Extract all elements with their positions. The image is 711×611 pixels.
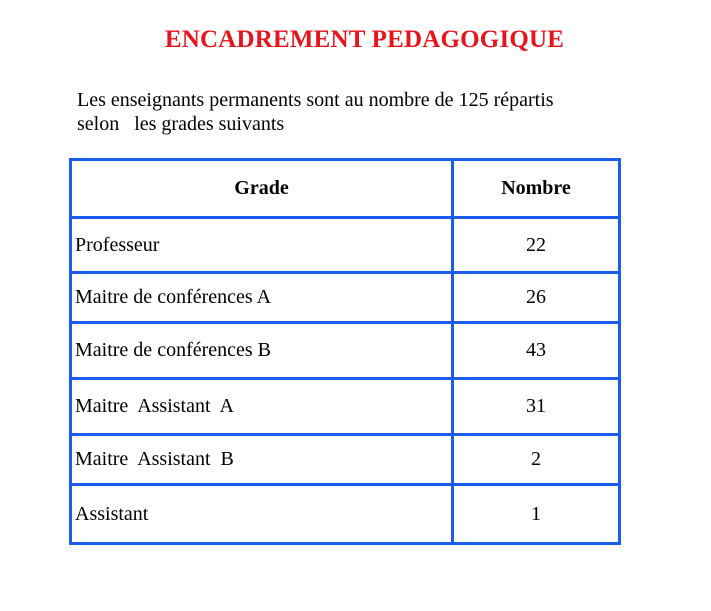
intro-line-1: Les enseignants permanents sont au nombre de 125 répartis [77, 89, 554, 111]
intro-line-2: selon les grades suivants [77, 113, 285, 135]
cell-grade: Maitre de conférences A [71, 273, 453, 323]
cell-grade: Maitre Assistant B [71, 435, 453, 485]
cell-grade: Assistant [71, 485, 453, 544]
cell-grade: Maitre de conférences B [71, 323, 453, 379]
cell-grade: Maitre Assistant A [71, 379, 453, 435]
page-title: ENCADREMENT PEDAGOGIQUE [164, 26, 565, 53]
table-row [71, 273, 620, 323]
cell-nombre: 1 [453, 485, 620, 544]
header-nombre: Nombre [453, 160, 620, 218]
cell-grade: Professeur [71, 218, 453, 273]
table-row [71, 379, 620, 435]
table-row [71, 323, 620, 379]
cell-nombre: 31 [453, 379, 620, 435]
cell-nombre: 22 [453, 218, 620, 273]
table-header-row [71, 160, 620, 218]
table-row [71, 218, 620, 273]
cell-nombre: 26 [453, 273, 620, 323]
table-row [71, 435, 620, 485]
grades-table [69, 158, 621, 545]
cell-nombre: 2 [453, 435, 620, 485]
table-row [71, 485, 620, 544]
cell-nombre: 43 [453, 323, 620, 379]
header-grade: Grade [71, 160, 453, 218]
intro-paragraph [77, 88, 637, 136]
